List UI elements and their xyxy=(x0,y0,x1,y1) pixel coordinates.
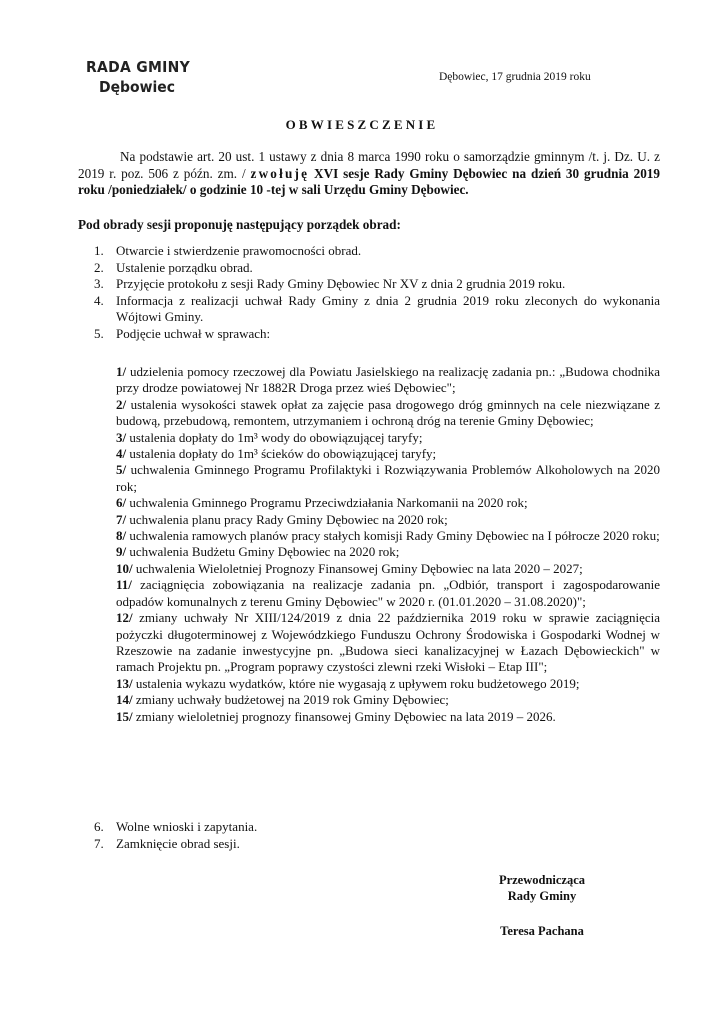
agenda-item-number: 4. xyxy=(94,292,104,308)
resolution-text: uchwalenia ramowych planów pracy stałych komisji Rady Gminy Dębowiec na I półrocze 2020 roku; xyxy=(126,528,660,544)
intro-paragraph xyxy=(78,149,660,199)
agenda-item xyxy=(94,243,660,260)
resolution-text: ustalenia dopłaty do 1m³ ścieków do obowiązującej taryfy; xyxy=(126,446,437,462)
place-and-date: Dębowiec, 17 grudnia 2019 roku xyxy=(439,71,591,83)
signature-body: Rady Gminy xyxy=(507,889,577,903)
resolution-number: 2/ xyxy=(116,396,127,412)
resolution-number: 15/ xyxy=(116,708,133,724)
signature-name: Teresa Pachana xyxy=(500,924,584,938)
resolution-number: 6/ xyxy=(116,495,127,511)
agenda-item xyxy=(94,276,660,293)
resolution-text: uchwalenia Budżetu Gminy Dębowiec na 2020 rok; xyxy=(126,544,400,560)
agenda-item-number: 7. xyxy=(94,835,104,851)
agenda-item xyxy=(94,260,660,277)
closing-agenda-list xyxy=(94,819,660,853)
agenda-item xyxy=(94,836,660,853)
signature-title: Przewodnicząca xyxy=(498,873,586,887)
agenda-heading: Pod obrady sesji proponuję następujący porządek obrad: xyxy=(78,217,401,232)
resolution-text: ustalenia wysokości stawek opłat za zajęcie pasa drogowego dróg gminnych na cele niezwiązane z budową, przebudową, remontem, utrzymaniem i ochroną dróg na terenie Gminy Dębowiec; xyxy=(116,396,660,429)
agenda-item-number: 2. xyxy=(94,259,104,275)
issuer-name: RADA GMINY xyxy=(86,58,191,76)
issuer-block xyxy=(86,58,190,96)
document-title: OBWIESZCZENIE xyxy=(285,117,439,132)
agenda-item xyxy=(94,293,660,326)
intro-session-details: XVI sesje Rady Gminy Dębowiec na dzień 30 grudnia 2019 roku /poniedziałek/ o godzinie 10 -tej w sali Urzędu Gminy Dębowiec. xyxy=(78,165,660,198)
resolution-text: zmiany uchwały Nr XIII/124/2019 z dnia 22 października 2019 roku w sprawie zaciągnięcia pożyczki długoterminowej z Wojewódzkiego Funduszu Ochrony Środowiska i Gospodarki Wodnej w Rzeszowie na zadanie inwestycyjne pn. „Budowa sieci kanalizacyjnej w Łazach Dębowieckich" w ramach Projektu pn. „Program poprawy czystości zlewni rzeki Wisłoki – Etap III"; xyxy=(116,610,660,675)
agenda-item-text: Podjęcie uchwał w sprawach: xyxy=(116,325,271,341)
agenda-item xyxy=(94,819,660,836)
resolution-item xyxy=(116,577,660,610)
agenda-item-number: 1. xyxy=(94,243,104,258)
resolution-text: zmiany wieloletniej prognozy finansowej Gminy Dębowiec na lata 2019 – 2026. xyxy=(132,708,556,724)
resolution-item xyxy=(116,364,660,397)
agenda-item-number: 3. xyxy=(94,276,104,292)
resolution-number: 13/ xyxy=(116,675,133,691)
agenda-item-text: Ustalenie porządku obrad. xyxy=(116,259,253,275)
resolution-text: ustalenia wykazu wydatków, które nie wygasają z upływem roku budżetowego 2019; xyxy=(132,675,580,691)
resolution-number: 3/ xyxy=(116,429,127,445)
agenda-item-number: 5. xyxy=(94,325,104,341)
resolution-text: ustalenia dopłaty do 1m³ wody do obowiązującej taryfy; xyxy=(126,429,423,445)
resolution-item xyxy=(116,462,660,495)
resolution-item xyxy=(116,430,660,446)
agenda-list xyxy=(94,243,660,343)
resolution-text: uchwalenia Gminnego Programu Przeciwdziałania Narkomanii na 2020 rok; xyxy=(126,495,528,511)
resolution-item xyxy=(116,495,660,511)
resolution-number: 12/ xyxy=(116,610,133,626)
intro-legal-basis: Na podstawie art. 20 ust. 1 ustawy z dnia 8 marca 1990 roku o samorządzie gminnym /t. j. Dz. U. z 2019 r. poz. 506 z późn. zm. / xyxy=(78,149,660,181)
resolution-item xyxy=(116,544,660,560)
agenda-item-text: Przyjęcie protokołu z sesji Rady Gminy Dębowiec Nr XV z dnia 2 grudnia 2019 roku. xyxy=(116,276,566,292)
resolutions-list xyxy=(116,364,660,725)
resolution-text: uchwalenia planu pracy Rady Gminy Dębowiec na 2020 rok; xyxy=(126,511,448,527)
resolution-item xyxy=(116,512,660,528)
resolution-number: 10/ xyxy=(116,560,133,576)
resolution-number: 5/ xyxy=(116,462,127,478)
agenda-item-text: Wolne wnioski i zapytania. xyxy=(116,819,258,834)
resolution-text: udzielenia pomocy rzeczowej dla Powiatu Jasielskiego na realizację zadania pn.: „Budowa chodnika przy drodze powiatowej Nr 1882R Droga przez wieś Dębowiec"; xyxy=(116,364,660,396)
resolution-item xyxy=(116,397,660,430)
agenda-item xyxy=(94,326,660,343)
resolution-text: zmiany uchwały budżetowej na 2019 rok Gminy Dębowiec; xyxy=(132,692,449,708)
resolution-item xyxy=(116,676,660,692)
signature-block xyxy=(462,872,622,939)
intro-convene-word: zwołuję xyxy=(250,165,310,181)
resolution-item xyxy=(116,528,660,544)
resolution-number: 14/ xyxy=(116,692,133,708)
resolution-text: zaciągnięcia zobowiązania na realizacje zadania pn. „Odbiór, transport i zagospodarowanie odpadów komunalnych z terenu Gminy Dębowiec" w 2020 r. (01.01.2020 – 31.08.2020)"; xyxy=(116,577,660,609)
resolution-item xyxy=(116,561,660,577)
resolution-number: 7/ xyxy=(116,511,127,527)
agenda-item-text: Zamknięcie obrad sesji. xyxy=(116,835,240,851)
resolution-text: uchwalenia Wieloletniej Prognozy Finansowej Gminy Dębowiec na lata 2020 – 2027; xyxy=(132,560,583,576)
resolution-number: 1/ xyxy=(116,364,127,379)
issuer-locality: Dębowiec xyxy=(99,78,175,96)
agenda-item-number: 6. xyxy=(94,819,104,834)
resolution-number: 8/ xyxy=(116,528,127,544)
resolution-item xyxy=(116,446,660,462)
resolution-item xyxy=(116,692,660,708)
resolution-number: 11/ xyxy=(116,577,132,593)
resolution-number: 4/ xyxy=(116,446,127,462)
resolution-number: 9/ xyxy=(116,544,127,560)
agenda-item-text: Informacja z realizacji uchwał Rady Gminy z dnia 2 grudnia 2019 roku zleconych do wykonania Wójtowi Gminy. xyxy=(116,292,660,325)
resolution-text: uchwalenia Gminnego Programu Profilaktyki i Rozwiązywania Problemów Alkoholowych na 2020 rok; xyxy=(116,462,660,494)
resolution-item xyxy=(116,709,660,725)
agenda-item-text: Otwarcie i stwierdzenie prawomocności obrad. xyxy=(116,243,362,258)
resolution-item xyxy=(116,610,660,676)
